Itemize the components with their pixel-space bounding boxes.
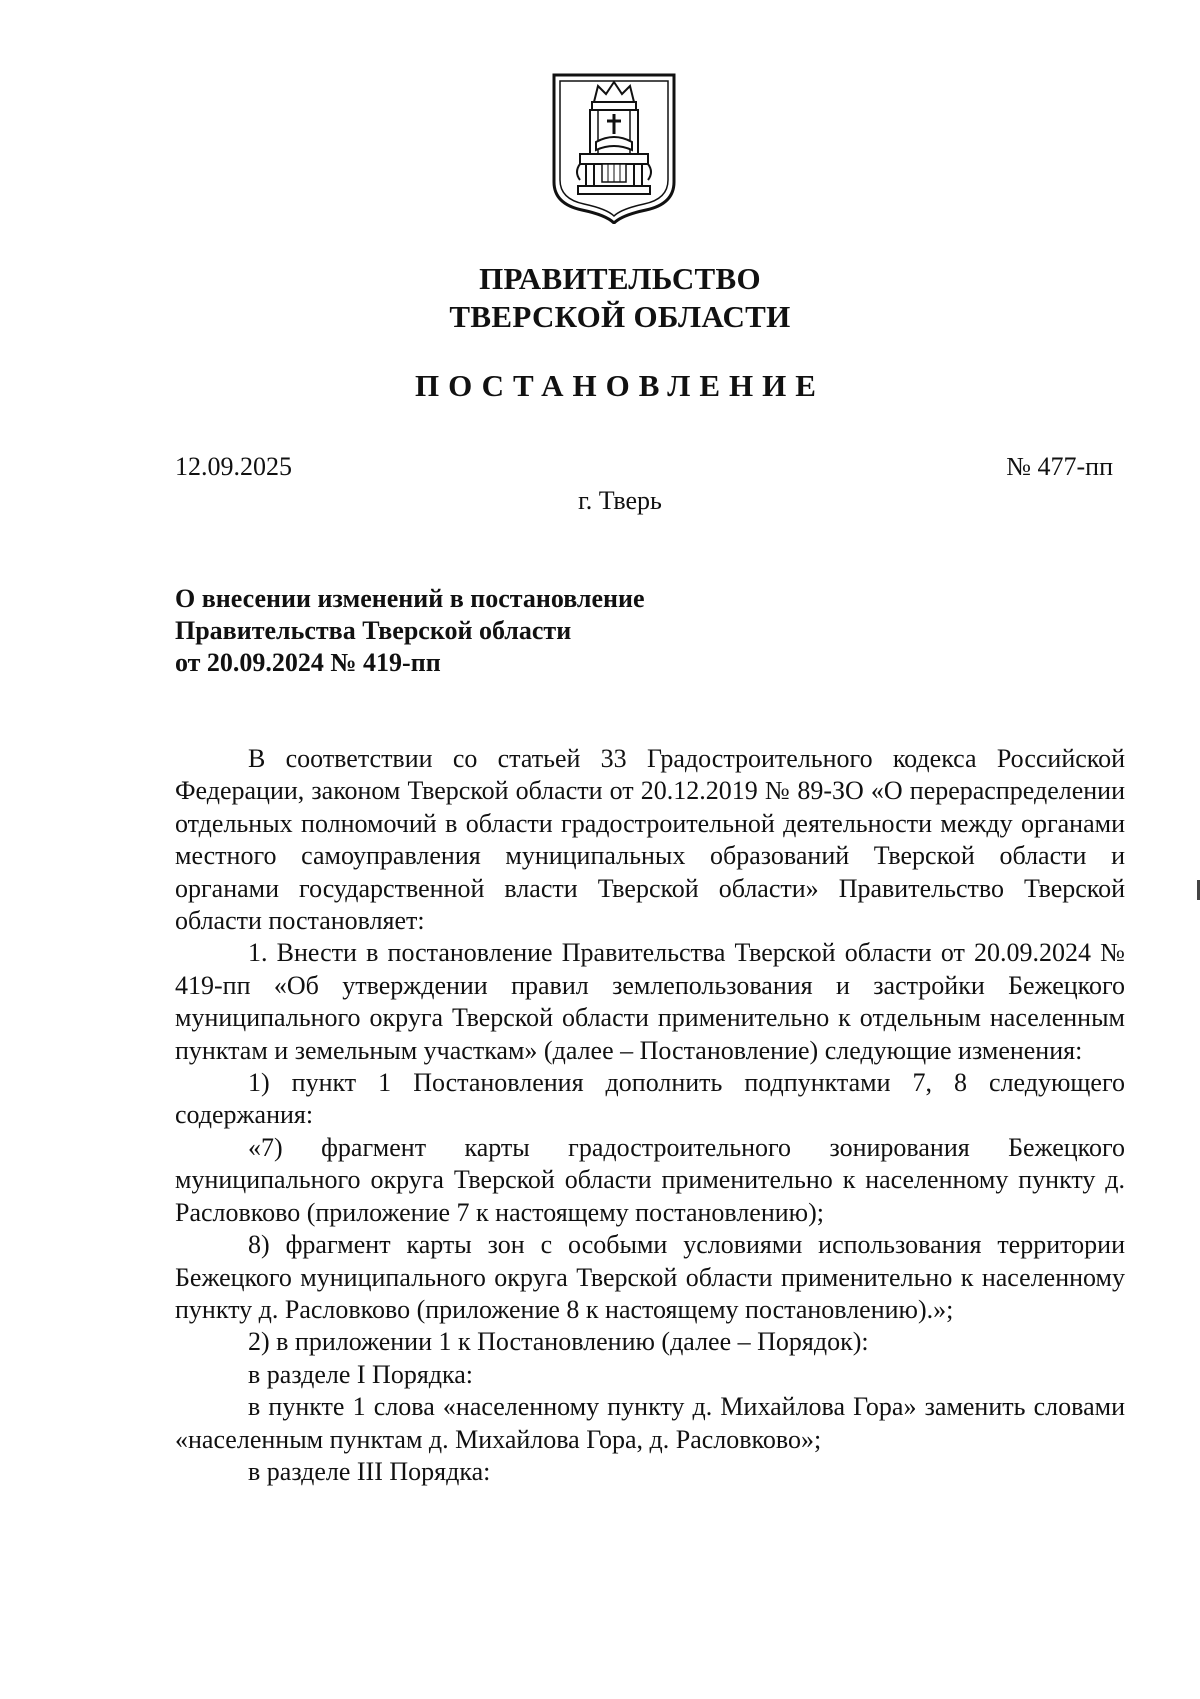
document-body: [175, 743, 1125, 1488]
document-date: 12.09.2025: [175, 452, 292, 481]
body-paragraph: 2) в приложении 1 к Постановлению (далее – Порядок):: [248, 1327, 869, 1357]
document-number: № 477-пп: [1006, 452, 1113, 481]
document-title: [175, 583, 645, 679]
org-name-line2: ТВЕРСКОЙ ОБЛАСТИ: [449, 299, 791, 334]
title-line2: Правительства Тверской области: [175, 616, 572, 645]
document-city: г. Тверь: [578, 486, 662, 515]
body-paragraph: 8) фрагмент карты зон с особыми условиями использования территории Бежецкого муниципального округа Тверской области применительно к населенному пункту д. Расловково (приложение 8 к настоящему постановлению).»;: [175, 1230, 1125, 1324]
body-paragraph: в разделе III Порядка:: [248, 1456, 491, 1486]
body-paragraph: в пункте 1 слова «населенному пункту д. Михайлова Гора» заменить словами «населенным пунктам д. Михайлова Гора, д. Расловково»;: [175, 1392, 1125, 1454]
body-paragraph: В соответствии со статьей 33 Градостроительного кодекса Российской Федерации, законом Тверской области от 20.12.2019 № 89-ЗО «О перераспределении отдельных полномочий в области градостроительной деятельности между органами местного самоуправления муниципальных образований Тверской области и органами государственной власти Тверской области» Правительство Тверской области постановляет:: [175, 744, 1125, 936]
body-paragraph: «7) фрагмент карты градостроительного зонирования Бежецкого муниципального округа Тверской области применительно к населенному пункту д. Расловково (приложение 7 к настоящему постановлению);: [175, 1132, 1125, 1227]
org-name-line1: ПРАВИТЕЛЬСТВО: [479, 261, 761, 296]
coat-of-arms-tver-icon: [550, 72, 678, 224]
title-line1: О внесении изменений в постановление: [175, 584, 645, 613]
body-paragraph: в разделе I Порядка:: [248, 1359, 474, 1389]
body-paragraph: 1) пункт 1 Постановления дополнить подпунктами 7, 8 следующего содержания:: [175, 1068, 1125, 1130]
document-type: ПОСТАНОВЛЕНИЕ: [415, 368, 825, 403]
body-paragraph: 1. Внести в постановление Правительства Тверской области от 20.09.2024 № 419-пп «Об утверждении правил землепользования и застройки Бежецкого муниципального округа Тверской области применительно к отдельным населенным пунктам и земельным участкам» (далее – Постановление) следующие изменения:: [175, 938, 1125, 1065]
title-line3: от 20.09.2024 № 419-пп: [175, 648, 441, 677]
